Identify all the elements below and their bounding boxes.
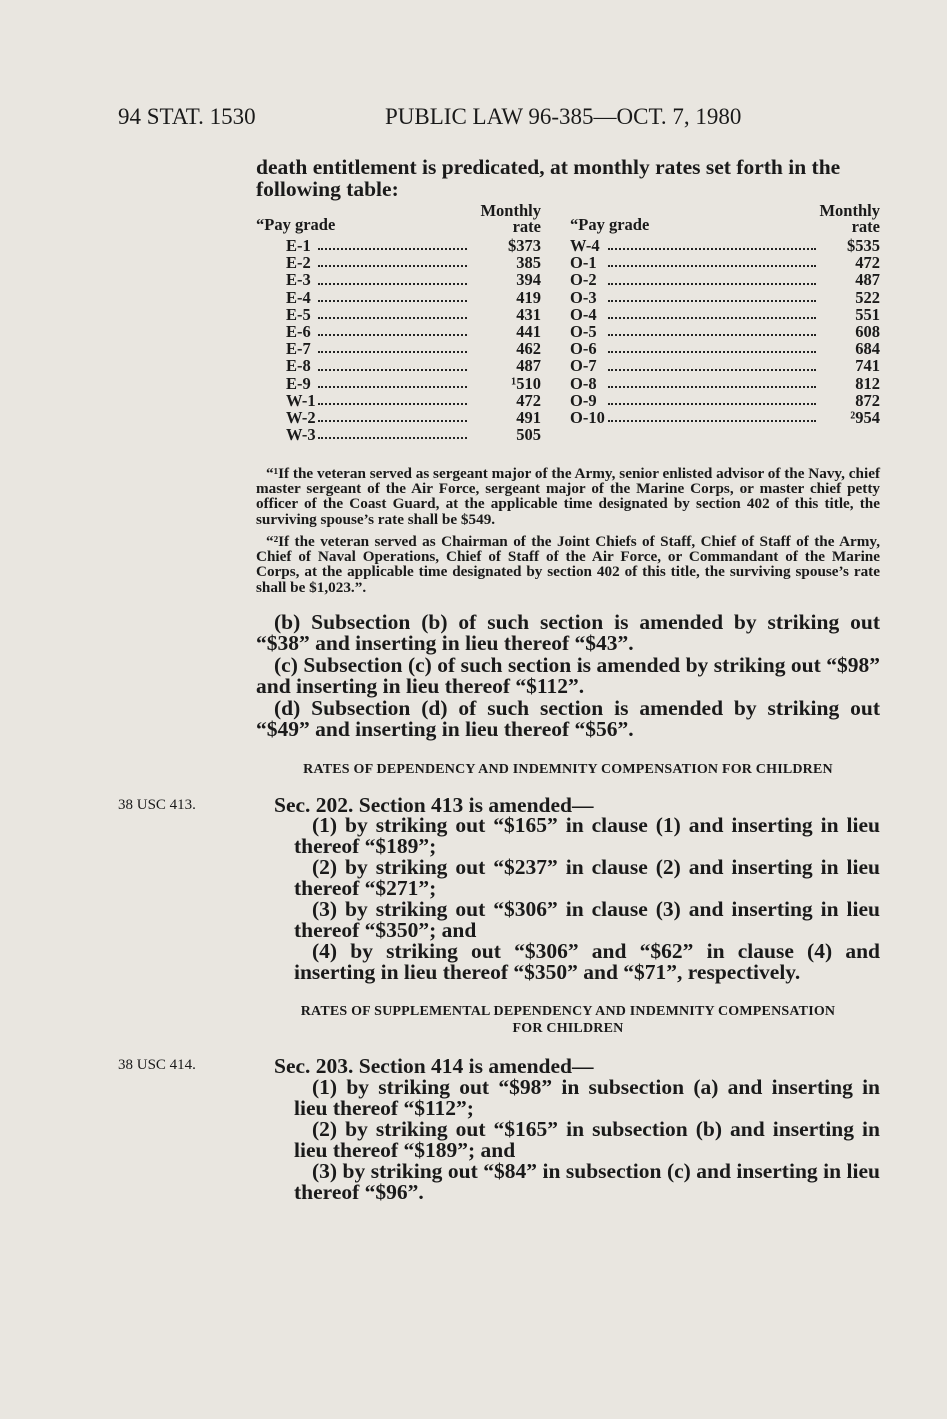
dot-leader <box>608 403 816 405</box>
pay-grade-cell: O-1 <box>570 253 597 273</box>
table-row <box>570 357 880 374</box>
section-202-item-3: (3) by striking out “$306” in clause (3) and inserting in lieu thereof “$350”; and <box>294 897 880 942</box>
monthly-rate-cell: 491 <box>516 407 541 427</box>
pay-grade-cell: O-6 <box>570 339 597 359</box>
monthly-rate-cell: 741 <box>855 356 880 376</box>
dot-leader <box>318 369 467 371</box>
public-law-title: PUBLIC LAW 96-385—OCT. 7, 1980 <box>385 104 742 129</box>
amendment-c: (c) Subsection (c) of such section is amended by striking out “$98” and inserting in lieu thereof “$112”. <box>256 653 880 698</box>
table-row <box>570 306 880 323</box>
dot-leader <box>318 420 467 422</box>
footnote-1: “¹If the veteran served as sergeant major of the Army, senior enlisted advisor of the Navy, chief master sergeant of the Air Force, sergeant major of the Marine Corps, or master chief petty officer of the Coast Guard, at the applicable time designated by section 402 of this title, the surviving spouse’s rate shall be $549. <box>256 465 880 528</box>
pay-grade-cell: O-9 <box>570 390 597 410</box>
dot-leader <box>608 283 816 285</box>
dot-leader <box>608 248 816 250</box>
dot-leader <box>608 317 816 319</box>
table-row <box>570 289 880 306</box>
pay-grade-cell: E-8 <box>286 356 311 376</box>
pay-grade-cell: O-4 <box>570 304 597 324</box>
section-202-item-4: (4) by striking out “$306” and “$62” in clause (4) and inserting in lieu thereof “$350” and “$71”, respectively. <box>294 939 880 984</box>
footnote-2: “²If the veteran served as Chairman of the Joint Chiefs of Staff, Chief of Staff of the Army, Chief of Naval Operations, Chief of Staff of the Air Force, or Commandant of the Marine Corps, at the applicable time designated by section 402 of this title, the surviving spouse’s rate shall be $1,023.”. <box>256 533 880 596</box>
table-row <box>570 340 880 357</box>
monthly-rate-cell: 684 <box>855 339 880 359</box>
dot-leader <box>318 317 467 319</box>
pay-grade-cell: E-4 <box>286 287 311 307</box>
intro-paragraph: death entitlement is predicated, at monthly rates set forth in the following table: <box>256 155 841 201</box>
section-203-item-1: (1) by striking out “$98” in subsection (a) and inserting in lieu thereof “$112”; <box>294 1075 880 1120</box>
rate-table-left-column <box>256 203 541 443</box>
section-203-item-3: (3) by striking out “$84” in subsection (c) and inserting in lieu thereof “$96”. <box>294 1159 880 1204</box>
pay-grade-cell: E-7 <box>286 339 311 359</box>
pay-grade-header: “Pay grade <box>570 215 650 234</box>
table-row <box>256 254 541 271</box>
section-202-heading: Sec. 202. Section 413 is amended— <box>274 793 594 817</box>
amendment-b: (b) Subsection (b) of such section is amended by striking out “$38” and inserting in lieu thereof “$43”. <box>256 610 880 655</box>
dot-leader <box>608 386 816 388</box>
monthly-rate-cell: 472 <box>516 390 541 410</box>
pay-grade-cell: O-8 <box>570 373 597 393</box>
section-202-item-1: (1) by striking out “$165” in clause (1) and inserting in lieu thereof “$189”; <box>294 813 880 858</box>
monthly-rate-cell: 872 <box>855 390 880 410</box>
monthly-rate-cell: 522 <box>855 287 880 307</box>
dot-leader <box>318 403 467 405</box>
dot-leader <box>318 351 467 353</box>
table-row <box>256 357 541 374</box>
pay-grade-cell: O-5 <box>570 321 597 341</box>
table-row <box>256 289 541 306</box>
dot-leader <box>318 283 467 285</box>
monthly-rate-cell: ²954 <box>850 407 880 427</box>
table-row <box>570 237 880 254</box>
dot-leader <box>318 265 467 267</box>
table-row <box>256 237 541 254</box>
pay-grade-cell: W-4 <box>570 236 600 255</box>
monthly-rate-cell: 431 <box>516 304 541 324</box>
pay-grade-cell: E-6 <box>286 321 311 341</box>
pay-grade-cell: E-2 <box>286 253 311 273</box>
dot-leader <box>608 334 816 336</box>
monthly-rate-cell: 419 <box>516 287 541 307</box>
monthly-rate-cell: 551 <box>855 304 880 324</box>
pay-grade-cell: E-9 <box>286 373 311 393</box>
table-row <box>256 409 541 426</box>
pay-grade-cell: E-1 <box>286 236 311 255</box>
monthly-rate-cell: $373 <box>508 236 541 255</box>
dot-leader <box>608 265 816 267</box>
table-header <box>570 203 880 237</box>
dot-leader <box>608 420 816 422</box>
section-202-item-2: (2) by striking out “$237” in clause (2) and inserting in lieu thereof “$271”; <box>294 855 880 900</box>
table-row <box>256 340 541 357</box>
table-row <box>570 254 880 271</box>
dot-leader <box>318 334 467 336</box>
dot-leader <box>318 248 467 250</box>
monthly-rate-cell: 472 <box>855 253 880 273</box>
monthly-rate-cell: ¹510 <box>511 373 541 393</box>
dot-leader <box>318 437 467 439</box>
monthly-rate-cell: 608 <box>855 321 880 341</box>
section-203-item-2: (2) by striking out “$165” in subsection (b) and inserting in lieu thereof “$189”; and <box>294 1117 880 1162</box>
monthly-rate-cell: 394 <box>516 270 541 290</box>
margin-note-38-usc-413: 38 USC 413. <box>118 797 196 813</box>
monthly-rate-header: Monthly rate <box>819 201 880 236</box>
rate-table-right-column <box>570 203 880 426</box>
dot-leader <box>608 351 816 353</box>
dot-leader <box>318 300 467 302</box>
table-row <box>570 392 880 409</box>
pay-grade-cell: W-1 <box>286 390 316 410</box>
section-202-caption: RATES OF DEPENDENCY AND INDEMNITY COMPENSATION FOR CHILDREN <box>303 762 833 777</box>
pay-grade-cell: O-10 <box>570 407 605 427</box>
pay-grade-cell: O-7 <box>570 356 597 376</box>
table-row <box>256 271 541 288</box>
monthly-rate-header: Monthly rate <box>480 201 541 236</box>
pay-grade-cell: O-2 <box>570 270 597 290</box>
table-row <box>256 306 541 323</box>
monthly-rate-cell: 505 <box>516 425 541 445</box>
pay-grade-cell: O-3 <box>570 287 597 307</box>
monthly-rate-cell: 441 <box>516 321 541 341</box>
margin-note-38-usc-414: 38 USC 414. <box>118 1057 196 1073</box>
dot-leader <box>608 300 816 302</box>
monthly-rate-cell: $535 <box>847 236 880 255</box>
table-row <box>570 271 880 288</box>
table-row <box>256 426 541 443</box>
monthly-rate-cell: 462 <box>516 339 541 359</box>
table-row <box>256 323 541 340</box>
pay-grade-cell: W-3 <box>286 425 316 445</box>
section-203-caption: RATES OF SUPPLEMENTAL DEPENDENCY AND INDEMNITY COMPENSATION FOR CHILDREN <box>300 1004 836 1036</box>
table-row <box>570 375 880 392</box>
dot-leader <box>318 386 467 388</box>
pay-grade-cell: W-2 <box>286 407 316 427</box>
monthly-rate-cell: 487 <box>516 356 541 376</box>
dot-leader <box>608 369 816 371</box>
table-row <box>570 323 880 340</box>
table-row <box>256 375 541 392</box>
table-row <box>570 409 880 426</box>
pay-grade-cell: E-5 <box>286 304 311 324</box>
amendment-d: (d) Subsection (d) of such section is amended by striking out “$49” and inserting in lieu thereof “$56”. <box>256 696 880 741</box>
monthly-rate-cell: 812 <box>855 373 880 393</box>
table-row <box>256 392 541 409</box>
monthly-rate-cell: 487 <box>855 270 880 290</box>
statute-citation: 94 STAT. 1530 <box>118 104 256 129</box>
pay-grade-header: “Pay grade <box>256 215 336 234</box>
monthly-rate-cell: 385 <box>516 253 541 273</box>
table-header <box>256 203 541 237</box>
section-203-heading: Sec. 203. Section 414 is amended— <box>274 1054 594 1078</box>
pay-grade-cell: E-3 <box>286 270 311 290</box>
